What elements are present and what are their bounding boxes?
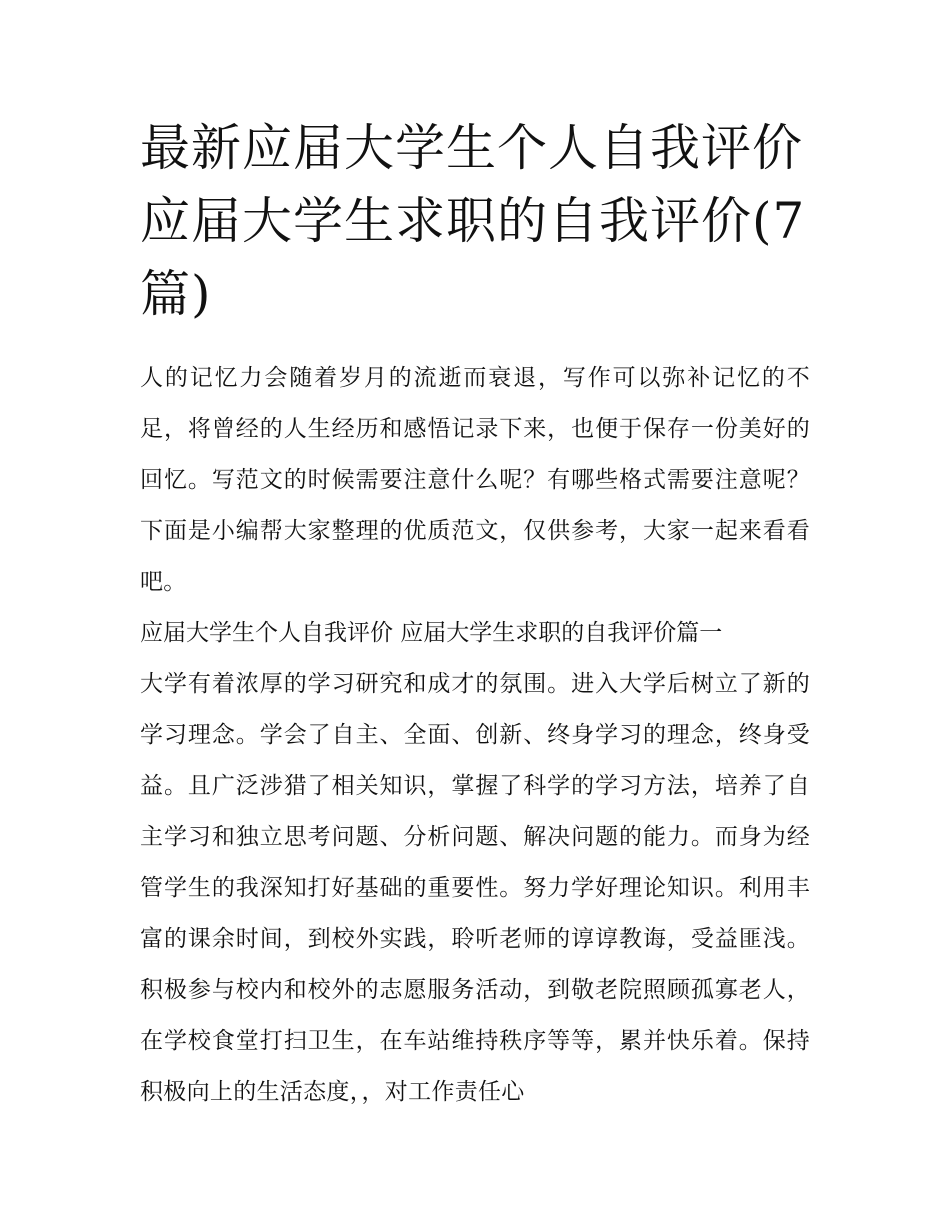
section-heading: 应届大学生个人自我评价 应届大学生求职的自我评价篇一	[140, 620, 723, 646]
section-paragraph: 大学有着浓厚的学习研究和成才的氛围。进入大学后树立了新的学习理念。学会了自主、全面、创新、终身学习的理念，终身受益。且广泛涉猎了相关知识，掌握了科学的学习方法，培养了自主学习和独立思考问题、分析问题、解决问题的能力。而身为经管学生的我深知打好基础的重要性。努力学好理论知识。利用丰富的课余时间，到校外实践，聆听老师的谆谆教诲，受益匪浅。积极参与校内和校外的志愿服务活动，到敬老院照顾孤寡老人，在学校食堂打扫卫生，在车站维持秩序等等，累并快乐着。保持积极向上的生活态度，，对工作责任心	[140, 671, 810, 1105]
document-body	[140, 353, 810, 1118]
document-title: 最新应届大学生个人自我评价 应届大学生求职的自我评价(7篇)	[140, 119, 806, 323]
intro-paragraph: 人的记忆力会随着岁月的流逝而衰退，写作可以弥补记忆的不足，将曾经的人生经历和感悟记录下来，也便于保存一份美好的回忆。写范文的时候需要注意什么呢？有哪些格式需要注意呢？下面是小编帮大家整理的优质范文，仅供参考，大家一起来看看吧。	[140, 365, 810, 595]
